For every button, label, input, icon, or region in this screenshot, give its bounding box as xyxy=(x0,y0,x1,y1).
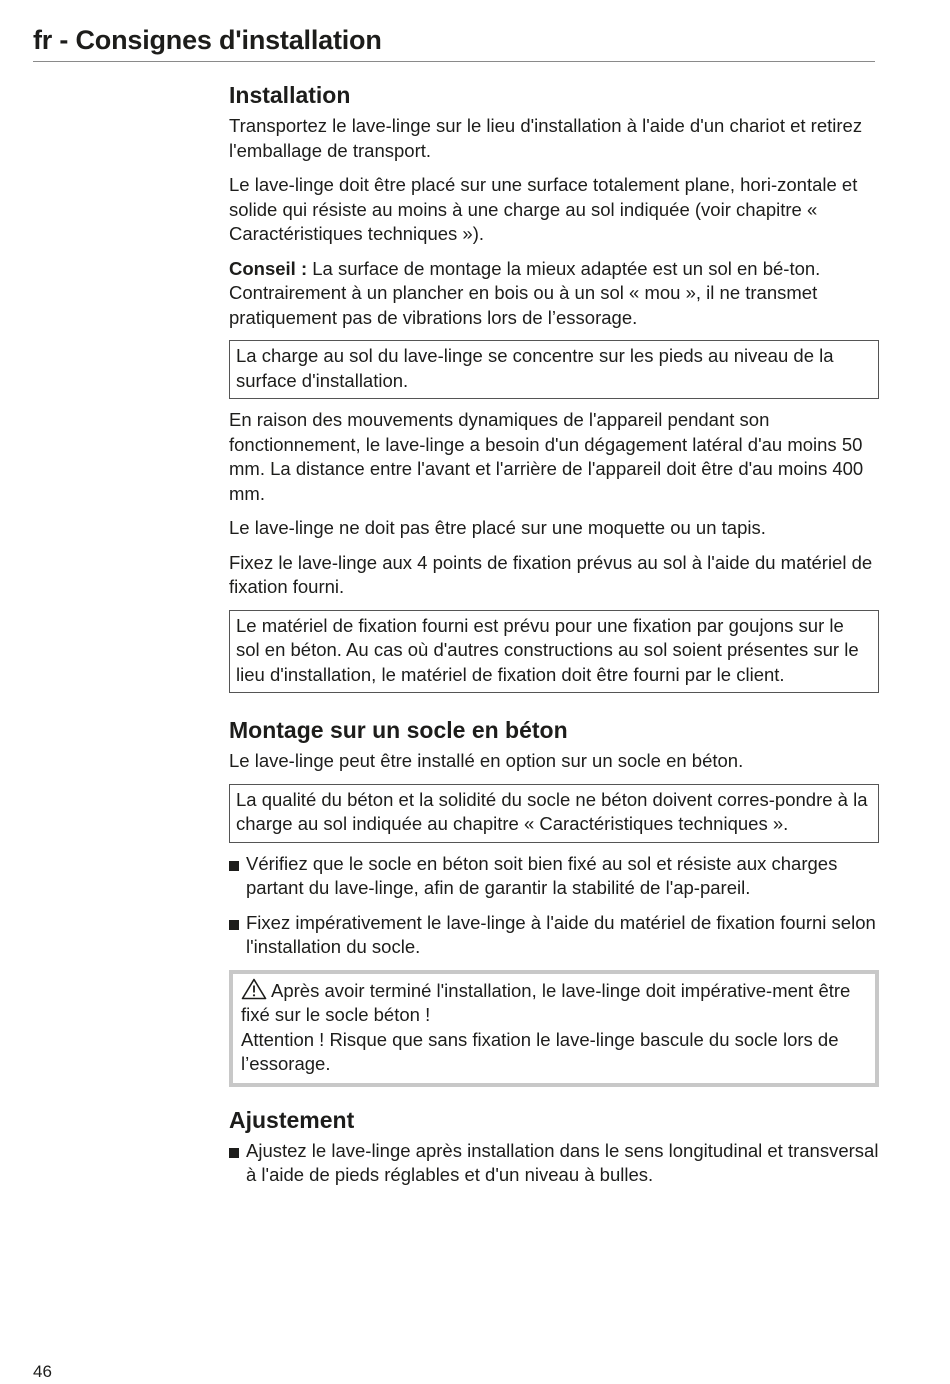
paragraph: Le lave-linge peut être installé en option sur un socle en béton. xyxy=(229,750,744,771)
warning-triangle-icon xyxy=(241,978,267,1000)
section-heading-installation: Installation xyxy=(229,82,351,108)
bullet-square-icon xyxy=(229,1148,239,1158)
warning-line-1: Après avoir terminé l'installation, le lave-linge doit impérative-ment être fixé sur le socle béton ! xyxy=(241,979,851,1025)
bullet-square-icon xyxy=(229,920,239,930)
section-installation xyxy=(229,80,879,693)
bullet-square-icon xyxy=(229,861,239,871)
paragraph: Transportez le lave-linge sur le lieu d'installation à l'aide d'un chariot et retirez l'emballage de transport. xyxy=(229,115,863,161)
tip-text: La surface de montage la mieux adaptée est un sol en bé-ton. Contrairement à un plancher en bois ou à un sol « mou », il ne transmet pratiquement pas de vibrations lors de l’essorage. xyxy=(229,257,821,328)
note-text: La qualité du béton et la solidité du socle ne béton doivent corres-pondre à la charge au sol indiquée au chapitre « Caractéristiques techniques ». xyxy=(236,788,868,834)
page-title: fr - Consignes d'installation xyxy=(33,25,382,55)
paragraph: Fixez le lave-linge aux 4 points de fixation prévus au sol à l'aide du matériel de fixation fourni. xyxy=(229,551,873,597)
note-box xyxy=(229,784,879,843)
section-montage xyxy=(229,715,879,1087)
section-heading-montage: Montage sur un socle en béton xyxy=(229,717,568,743)
list-item xyxy=(229,852,879,901)
bullet-list xyxy=(229,1139,879,1188)
tip-label: Conseil : xyxy=(229,257,308,279)
note-box xyxy=(229,610,879,694)
bullet-list xyxy=(229,852,879,960)
list-item xyxy=(229,1139,879,1188)
warning-line-2: Attention ! Risque que sans fixation le lave-linge bascule du socle lors de l’essorage. xyxy=(241,1028,839,1074)
page-header xyxy=(33,24,875,62)
section-ajustement xyxy=(229,1105,879,1188)
list-item-text: Ajustez le lave-linge après installation dans le sens longitudinal et transversal à l'aide de pieds réglables et d'un niveau à bulles. xyxy=(246,1139,879,1185)
note-text: La charge au sol du lave-linge se concentre sur les pieds au niveau de la surface d'installation. xyxy=(236,345,834,391)
main-content xyxy=(229,80,879,1198)
paragraph: En raison des mouvements dynamiques de l'appareil pendant son fonctionnement, le lave-linge a besoin d'un dégagement latéral d'au moins 50 mm. La distance entre l'avant et l'arrière de l'appareil doit être d'au moins 400 mm. xyxy=(229,409,864,504)
section-heading-ajustement: Ajustement xyxy=(229,1106,355,1133)
note-text: Le matériel de fixation fourni est prévu pour une fixation par goujons sur le sol en béton. Au cas où d'autres constructions au sol soient présentes sur le lieu d'installation, le matériel de fixation doit être fourni par le client. xyxy=(236,614,859,685)
warning-box xyxy=(229,970,879,1087)
list-item-text: Vérifiez que le socle en béton soit bien fixé au sol et résiste aux charges partant du lave-linge, afin de garantir la stabilité de l'ap-pareil. xyxy=(246,852,838,898)
paragraph: Le lave-linge ne doit pas être placé sur une moquette ou un tapis. xyxy=(229,517,766,538)
paragraph: Le lave-linge doit être placé sur une surface totalement plane, hori-zontale et solide qui résiste au moins à une charge au sol indiquée (voir chapitre « Caractéristiques techniques »). xyxy=(229,174,858,244)
warning-text-1 xyxy=(241,978,867,1028)
list-item xyxy=(229,911,879,960)
list-item-text: Fixez impérativement le lave-linge à l'aide du matériel de fixation fourni selon l'installation du socle. xyxy=(246,911,876,957)
tip-paragraph xyxy=(229,257,879,331)
page-number: 46 xyxy=(33,1362,52,1381)
note-box xyxy=(229,340,879,399)
